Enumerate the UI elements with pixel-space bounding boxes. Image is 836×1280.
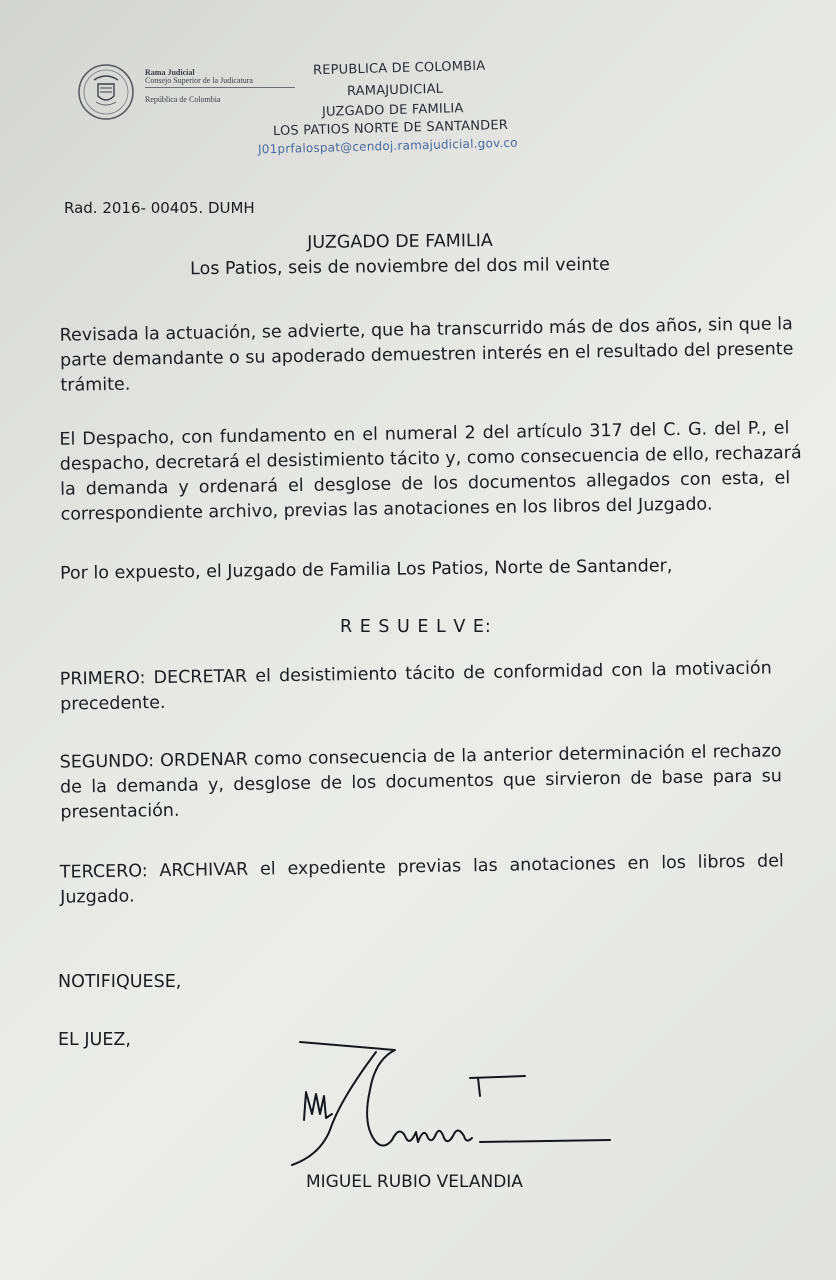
paragraph-1 bbox=[59, 312, 794, 398]
institution-name: Rama Judicial bbox=[145, 68, 195, 77]
court-title: JUZGADO DE FAMILIA bbox=[307, 231, 493, 253]
header-location: LOS PATIOS NORTE DE SANTANDER bbox=[272, 117, 509, 140]
notification-closing: NOTIFIQUESE, bbox=[58, 972, 182, 992]
paragraph-1-line: parte demandante o su apoderado demuestren interés en el resultado del presente bbox=[59, 339, 794, 371]
institution-divider bbox=[145, 87, 295, 88]
paragraph-2-line: despacho, decretará el desistimiento tácito y, como consecuencia de ello, rechazará bbox=[59, 443, 802, 475]
tercero-resolution bbox=[60, 849, 785, 910]
paragraph-2-line: la demanda y ordenará el desglose de los documentos allegados con esta, el bbox=[60, 468, 791, 500]
segundo-line: de la demanda y, desglose de los documentos que sirvieron de base para su bbox=[59, 766, 783, 798]
paragraph-2 bbox=[59, 416, 802, 527]
tercero-line: Juzgado. bbox=[60, 886, 135, 908]
segundo-resolution bbox=[59, 739, 782, 825]
segundo-line: presentación. bbox=[60, 800, 180, 823]
tercero-line: TERCERO: ARCHIVAR el expediente previas las anotaciones en los libros del bbox=[59, 851, 784, 883]
segundo-line: SEGUNDO: ORDENAR como consecuencia de la anterior determinación el rechazo bbox=[59, 741, 782, 773]
paragraph-2-line: El Despacho, con fundamento en el numeral 2 del artículo 317 del C. G. del P., el bbox=[59, 418, 790, 450]
primero-line: PRIMERO: DECRETAR el desistimiento tácito de conformidad con la motivación bbox=[59, 658, 772, 690]
document-date: Los Patios, seis de noviembre del dos mil veinte bbox=[190, 254, 610, 280]
judge-label: EL JUEZ, bbox=[58, 1030, 131, 1050]
institution-council: Consejo Superior de la Judicatura bbox=[145, 76, 253, 85]
paragraph-1-line: Revisada la actuación, se advierte, que ha transcurrido más de dos años, sin que la bbox=[59, 314, 793, 346]
judge-name: MIGUEL RUBIO VELANDIA bbox=[306, 1172, 523, 1192]
header-branch: RAMAJUDICIAL bbox=[346, 81, 444, 100]
institution-country: República de Colombia bbox=[145, 95, 221, 104]
header-email-link[interactable]: J01prfalospat@cendoj.ramajudicial.gov.co bbox=[257, 135, 518, 157]
case-number: Rad. 2016- 00405. DUMH bbox=[64, 199, 255, 217]
paragraph-2-line: correspondiente archivo, previas las anotaciones en los libros del Juzgado. bbox=[60, 494, 713, 525]
header-court: JUZGADO DE FAMILIA bbox=[321, 101, 464, 120]
handwritten-signature bbox=[280, 1030, 620, 1170]
resuelve-heading: R E S U E L V E: bbox=[340, 617, 492, 637]
coat-of-arms-seal-icon bbox=[76, 62, 136, 122]
primero-line: precedente. bbox=[60, 692, 166, 715]
paragraph-1-line: trámite. bbox=[60, 374, 131, 396]
paragraph-3: Por lo expuesto, el Juzgado de Familia Los Patios, Norte de Santander, bbox=[59, 556, 673, 584]
header-country: REPUBLICA DE COLOMBIA bbox=[312, 58, 486, 79]
primero-resolution bbox=[60, 656, 773, 717]
